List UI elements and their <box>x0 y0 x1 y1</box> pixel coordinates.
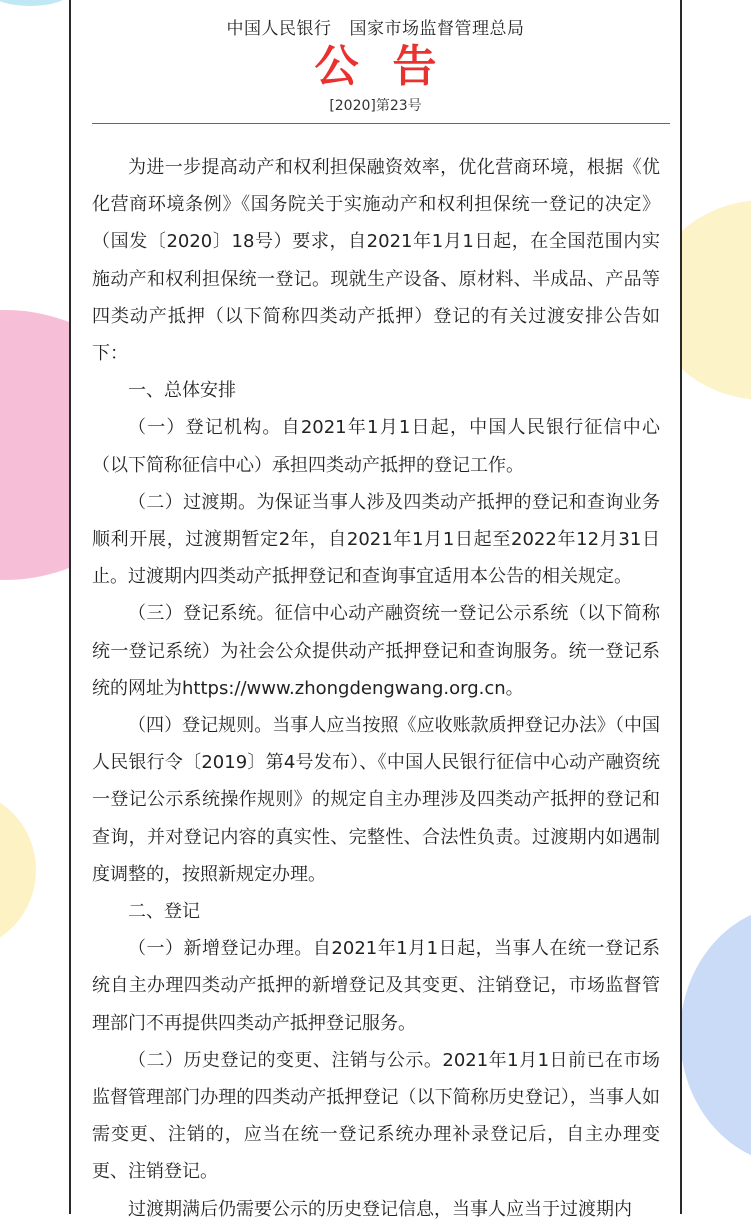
issuer-pboc: 中国人民银行 <box>226 19 332 39</box>
header-divider <box>92 123 670 124</box>
issuer-samr: 国家市场监督管理总局 <box>349 19 525 39</box>
document-number: [2020]第23号 <box>329 98 422 114</box>
paragraph-historical-registration: （二）历史登记的变更、注销与公示。2021年1月1日前已在市场监督管理部门办理的四类动产抵押登记（以下简称历史登记），当事人如需变更、注销的，应当在统一登记系统办理补录登记后，自主办理变更、注销登记。 <box>92 1049 660 1183</box>
issuing-authorities <box>71 14 680 39</box>
section-heading-general: 一、总体安排 <box>128 380 236 402</box>
paragraph-publicity-after-transition: 过渡期满后仍需要公示的历史登记信息，当事人应当于过渡期内 <box>128 1198 632 1220</box>
paragraph-transition-period: （二）过渡期。为保证当事人涉及四类动产抵押的登记和查询业务顺利开展，过渡期暂定2年，自2021年1月1日起至2022年12月31日止。过渡期内四类动产抵押登记和查询事宜适用本公告的相关规定。 <box>92 491 660 588</box>
paragraph-registration-rules: （四）登记规则。当事人应当按照《应收账款质押登记办法》（中国人民银行令〔2019〕第4号发布）、《中国人民银行征信中心动产融资统一登记公示系统操作规则》的规定自主办理涉及四类动产抵押的登记和查询，并对登记内容的真实性、完整性、合法性负责。过渡期内如遇制度调整的，按照新规定办理。 <box>92 715 660 885</box>
decorative-circle-top-left <box>0 0 70 6</box>
notice-title: 公告 <box>314 41 471 92</box>
decorative-circle-yellow-left <box>0 790 36 950</box>
notice-document <box>69 0 682 1220</box>
paragraph-new-registration: （一）新增登记办理。自2021年1月1日起，当事人在统一登记系统自主办理四类动产抵押的新增登记及其变更、注销登记，市场监督管理部门不再提供四类动产抵押登记服务。 <box>92 938 660 1034</box>
decorative-circle-blue <box>680 905 751 1165</box>
section-heading-registration: 二、登记 <box>128 901 200 923</box>
notice-body <box>92 149 660 1228</box>
paragraph-registration-system: （三）登记系统。征信中心动产融资统一登记公示系统（以下简称统一登记系统）为社会公众提供动产抵押登记和查询服务。统一登记系统的网址为https://www.zhongdengwang.org.cn。 <box>92 603 660 699</box>
paragraph-registration-agency: （一）登记机构。自2021年1月1日起，中国人民银行征信中心（以下简称征信中心）承担四类动产抵押的登记工作。 <box>92 417 660 476</box>
paragraph-intro: 为进一步提高动产和权利担保融资效率，优化营商环境，根据《优化营商环境条例》《国务院关于实施动产和权利担保统一登记的决定》（国发〔2020〕18号）要求，自2021年1月1日起，在全国范围内实施动产和权利担保统一登记。现就生产设备、原材料、半成品、产品等四类动产抵押（以下简称四类动产抵押）登记的有关过渡安排公告如下： <box>92 157 660 365</box>
